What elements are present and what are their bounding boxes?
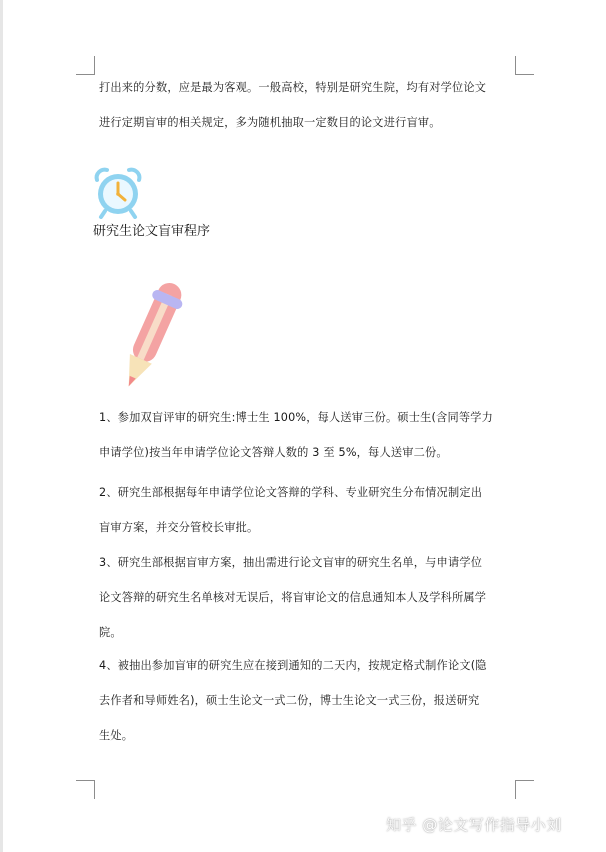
pencil-icon [98, 268, 184, 396]
step-2 [99, 475, 517, 545]
step-line: 3、研究生部根据盲审方案，抽出需进行论文盲审的研究生名单，与申请学位 [99, 556, 483, 569]
crop-mark-top-right [515, 56, 534, 75]
page-edge-shadow [0, 0, 3, 852]
step-line: 去作者和导师姓名)，硕士生论文一式二份，博士生论文一式三份，报送研究 [99, 694, 480, 707]
intro-line: 进行定期盲审的相关规定，多为随机抽取一定数目的论文进行盲审。 [99, 116, 441, 129]
step-1 [99, 400, 517, 470]
section-heading: 研究生论文盲审程序 [93, 224, 211, 239]
intro-paragraph [99, 70, 517, 140]
crop-mark-top-left [76, 56, 95, 75]
step-line: 论文答辩的研究生名单核对无误后，将盲审论文的信息通知本人及学科所属学 [99, 591, 487, 604]
intro-line: 打出来的分数，应是最为客观。一般高校，特别是研究生院，均有对学位论文 [99, 81, 487, 94]
step-line: 1、参加双盲评审的研究生:博士生 100%，每人送审三份。硕士生(含同等学力 [99, 411, 494, 424]
step-4 [99, 648, 517, 753]
watermark: 知乎 @论文写作指导小刘 [386, 816, 562, 834]
step-line: 2、研究生部根据每年申请学位论文答辩的学科、专业研究生分布情况制定出 [99, 486, 483, 499]
step-line: 生处。 [99, 729, 134, 742]
crop-mark-bottom-right [515, 780, 534, 799]
step-line: 4、被抽出参加盲审的研究生应在接到通知的二天内，按规定格式制作论文(隐 [99, 659, 487, 672]
alarm-clock-icon [92, 165, 144, 219]
step-line: 盲审方案，并交分管校长审批。 [99, 521, 259, 534]
step-line: 院。 [99, 626, 122, 639]
step-3 [99, 545, 517, 650]
crop-mark-bottom-left [76, 780, 95, 799]
step-line: 申请学位)按当年申请学位论文答辩人数的 3 至 5%，每人送审二份。 [99, 446, 448, 459]
